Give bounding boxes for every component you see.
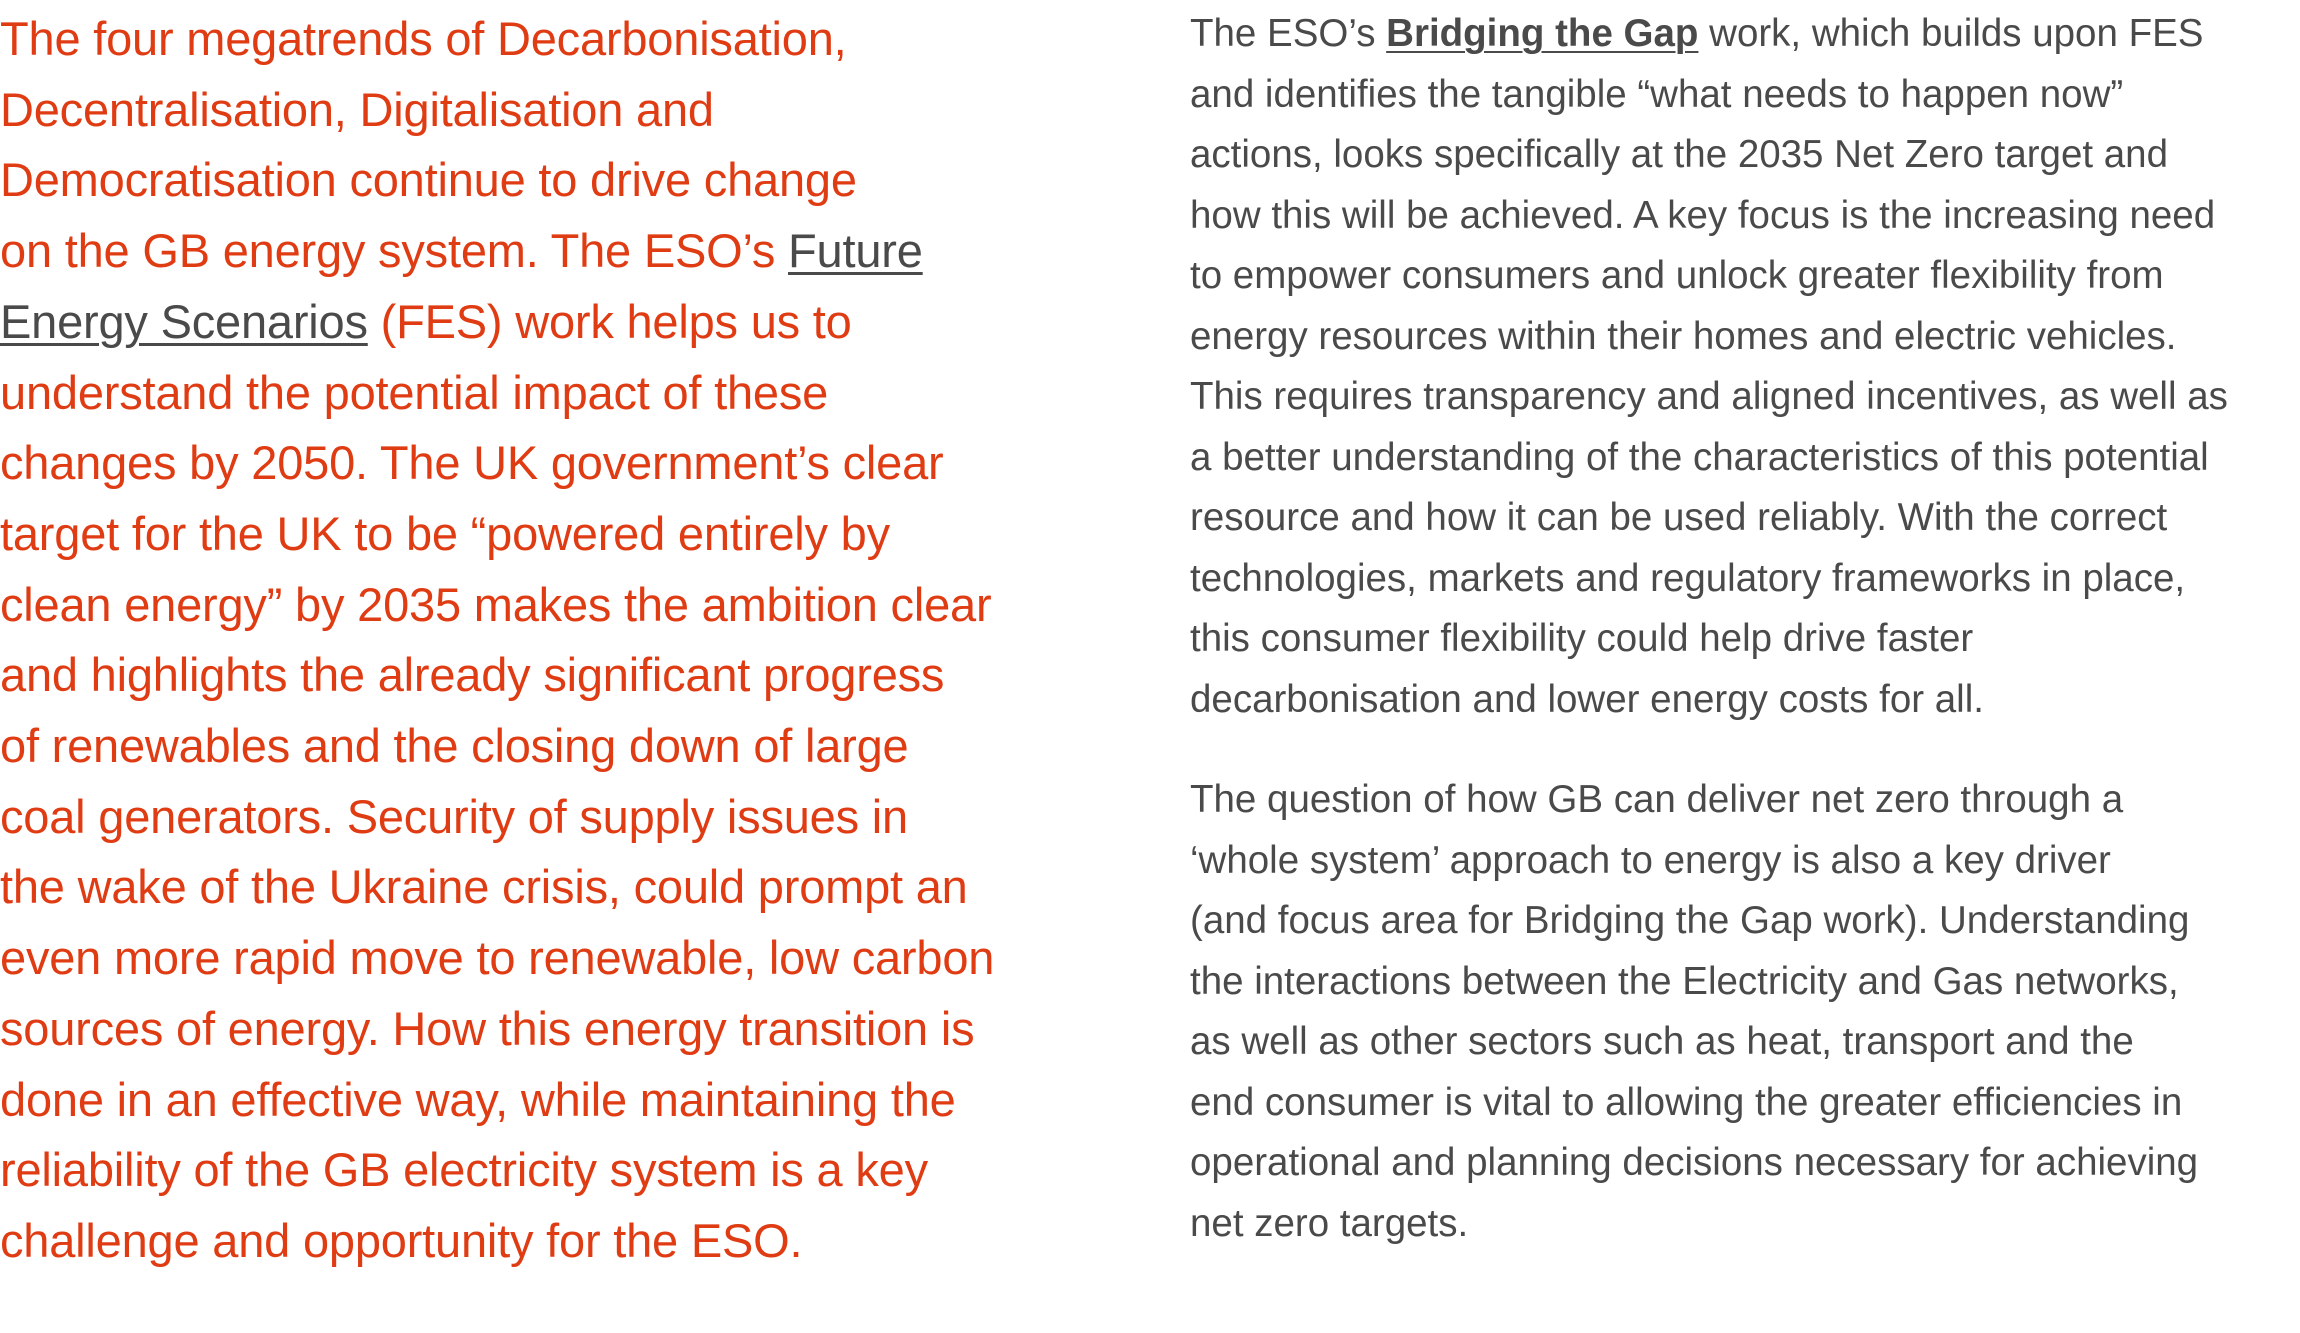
body-line: the interactions between the Electricity and Gas networks,: [1190, 959, 2179, 1003]
future-energy-scenarios-link[interactable]: Future: [788, 224, 923, 278]
bridging-the-gap-link[interactable]: Bridging the Gap: [1386, 12, 1699, 55]
body-text: work, which builds upon FES: [1698, 12, 2204, 55]
intro-line: coal generators. Security of supply issues in: [0, 789, 908, 843]
body-line: a better understanding of the characteristics of this potential: [1190, 435, 2209, 479]
body-line: and identifies the tangible “what needs to happen now”: [1190, 72, 2124, 116]
intro-line: clean energy” by 2035 makes the ambition clear: [0, 577, 992, 631]
intro-line: the wake of the Ukraine crisis, could prompt an: [0, 860, 968, 914]
body-line: [1190, 4, 2300, 65]
intro-line: Decentralisation, Digitalisation and: [0, 82, 714, 136]
intro-line: even more rapid move to renewable, low carbon: [0, 931, 995, 985]
body-line: how this will be achieved. A key focus is the increasing need: [1190, 193, 2216, 237]
body-line: (and focus area for Bridging the Gap work). Understanding: [1190, 899, 2190, 942]
intro-line: reliability of the GB electricity system is a key: [0, 1143, 928, 1197]
intro-line: [0, 287, 1150, 358]
body-line: energy resources within their homes and electric vehicles.: [1190, 314, 2177, 358]
intro-line: Democratisation continue to drive change: [0, 153, 857, 207]
body-line: net zero targets.: [1190, 1201, 1469, 1245]
body-line: this consumer flexibility could help drive faster: [1190, 617, 1974, 660]
whole-system-paragraph: [1190, 770, 2300, 1254]
intro-line: done in an effective way, while maintaining the: [0, 1072, 956, 1126]
intro-line: challenge and opportunity for the ESO.: [0, 1213, 803, 1267]
body-line: This requires transparency and aligned incentives, as well as: [1190, 375, 2228, 418]
body-line: actions, looks specifically at the 2035 Net Zero target and: [1190, 133, 2169, 176]
body-line: end consumer is vital to allowing the greater efficiencies in: [1190, 1080, 2183, 1124]
body-line: resource and how it can be used reliably. With the correct: [1190, 496, 2168, 539]
intro-line: The four megatrends of Decarbonisation,: [0, 12, 847, 65]
body-line: technologies, markets and regulatory frameworks in place,: [1190, 556, 2186, 600]
body-line: as well as other sectors such as heat, transport and the: [1190, 1020, 2134, 1063]
body-line: ‘whole system’ approach to energy is also a key driver: [1190, 838, 2111, 882]
intro-line: and highlights the already significant progress: [0, 648, 945, 702]
intro-line: sources of energy. How this energy transition is: [0, 1001, 975, 1055]
future-energy-scenarios-link-cont[interactable]: Energy Scenarios: [0, 294, 368, 348]
intro-line: understand the potential impact of these: [0, 365, 829, 419]
intro-line: changes by 2050. The UK government’s clear: [0, 436, 944, 490]
body-text: The ESO’s: [1190, 12, 1387, 55]
intro-line: target for the UK to be “powered entirely by: [0, 506, 890, 560]
body-line: to empower consumers and unlock greater flexibility from: [1190, 254, 2164, 297]
intro-line: [0, 216, 1150, 287]
intro-text: on the GB energy system. The ESO’s: [0, 224, 789, 278]
intro-line: of renewables and the closing down of large: [0, 719, 909, 773]
body-line: The question of how GB can deliver net zero through a: [1190, 778, 2124, 821]
bridging-the-gap-paragraph: [1190, 4, 2300, 730]
intro-paragraph: [0, 4, 1150, 1277]
body-line: operational and planning decisions necessary for achieving: [1190, 1141, 2199, 1184]
body-column: [1190, 4, 2300, 1254]
body-line: decarbonisation and lower energy costs for all.: [1190, 677, 1984, 721]
intro-text: (FES) work helps us to: [367, 294, 852, 348]
